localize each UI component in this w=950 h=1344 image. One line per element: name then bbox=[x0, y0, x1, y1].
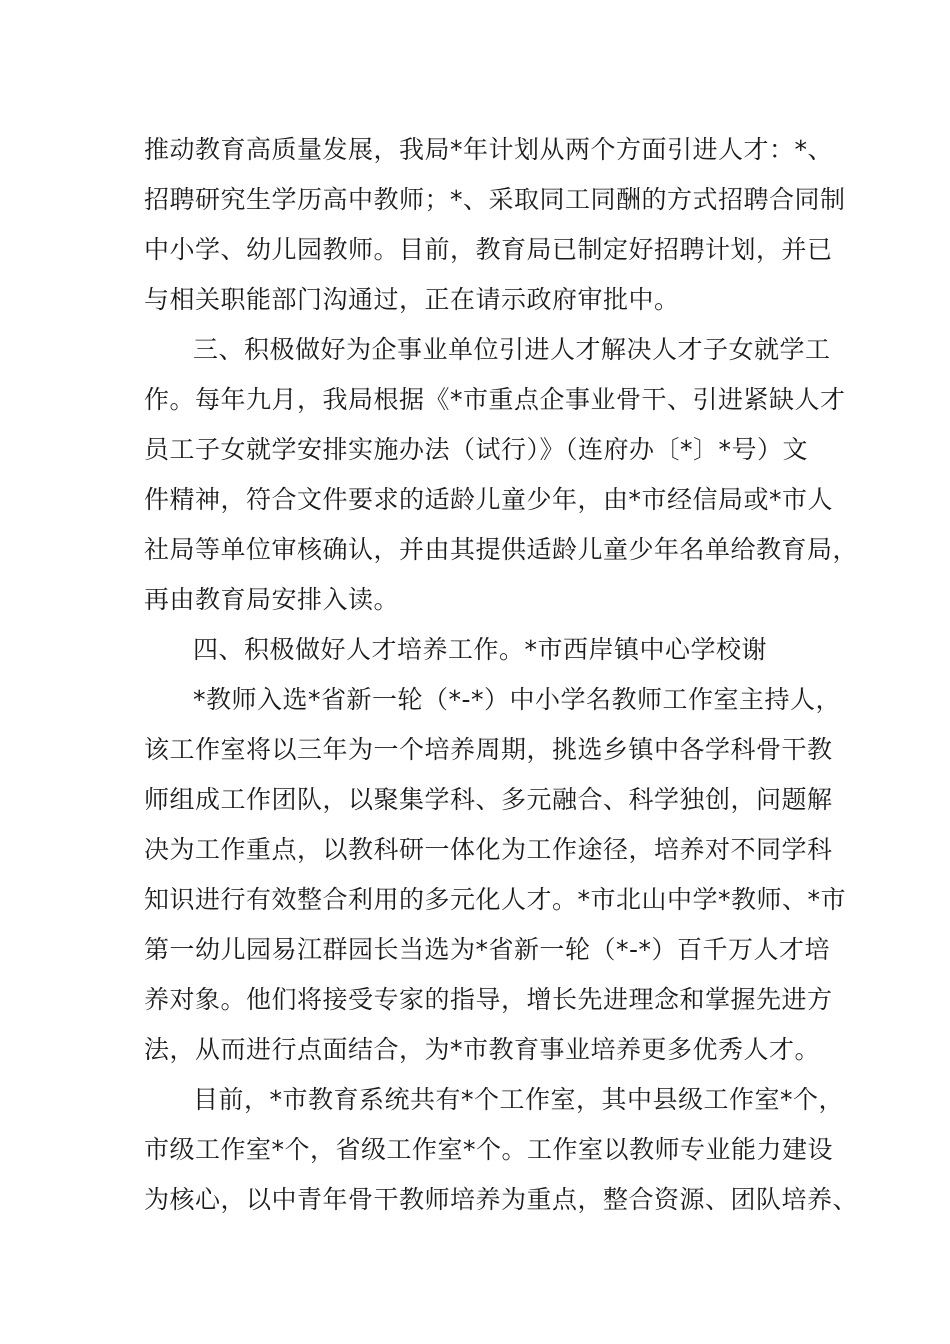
text-line: 社局等单位审核确认，并由其提供适龄儿童少年名单给教育局， bbox=[144, 535, 859, 564]
text-line: 决为工作重点，以教科研一体化为工作途径，培养对不同学科 bbox=[144, 835, 833, 864]
paragraph-heading: 三、积极做好为企事业单位引进人才解决人才子女就学工 bbox=[193, 335, 831, 364]
text-line: *教师入选*省新一轮（*-*）中小学名教师工作室主持人， bbox=[193, 685, 842, 714]
text-line: 招聘研究生学历高中教师；*、采取同工同酬的方式招聘合同制 bbox=[144, 185, 846, 214]
text-line: 与相关职能部门沟通过，正在请示政府审批中。 bbox=[144, 285, 680, 314]
text-line: 再由教育局安排入读。 bbox=[144, 585, 400, 614]
text-line: 养对象。他们将接受专家的指导，增长先进理念和掌握先进方 bbox=[144, 985, 833, 1014]
text-line: 作。每年九月，我局根据《*市重点企事业骨干、引进紧缺人才 bbox=[144, 385, 846, 414]
text-line: 中小学、幼儿园教师。目前，教育局已制定好招聘计划，并已 bbox=[144, 235, 833, 264]
paragraph-heading: 四、积极做好人才培养工作。*市西岸镇中心学校谢 bbox=[193, 635, 768, 664]
text-line: 知识进行有效整合利用的多元化人才。*市北山中学*教师、*市 bbox=[144, 885, 847, 914]
text-line: 员工子女就学安排实施办法（试行）》（连府办〔*〕*号）文 bbox=[144, 435, 809, 464]
text-line: 为核心，以中青年骨干教师培养为重点，整合资源、团队培养、 bbox=[144, 1185, 859, 1214]
text-line: 师组成工作团队，以聚集学科、多元融合、科学独创，问题解 bbox=[144, 785, 833, 814]
text-line: 法，从而进行点面结合，为*市教育事业培养更多优秀人才。 bbox=[144, 1035, 821, 1064]
text-line: 该工作室将以三年为一个培养周期，挑选乡镇中各学科骨干教 bbox=[144, 735, 833, 764]
text-line: 件精神，符合文件要求的适龄儿童少年，由*市经信局或*市人 bbox=[144, 485, 834, 514]
text-line: 市级工作室*个，省级工作室*个。工作室以教师专业能力建设 bbox=[144, 1135, 834, 1164]
text-line: 第一幼儿园易江群园长当选为*省新一轮（*-*）百千万人才培 bbox=[144, 935, 831, 964]
paragraph-start: 目前，*市教育系统共有*个工作室，其中县级工作室*个， bbox=[193, 1085, 845, 1114]
text-line: 推动教育高质量发展，我局*年计划从两个方面引进人才：*、 bbox=[144, 135, 834, 164]
